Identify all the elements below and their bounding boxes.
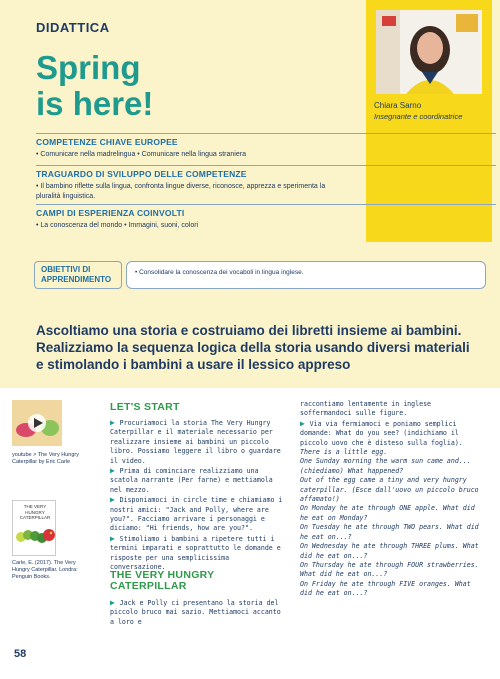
page-number: 58: [14, 648, 27, 660]
book-caption: Carle, E. (2017). The Very Hungry Caterpillar. Londra: Penguin Books.: [12, 560, 78, 580]
story-line: On Friday he ate through FIVE oranges. What did he eat on...?: [300, 579, 471, 598]
section-competenze: [36, 137, 342, 160]
story-line: On Wednesday he ate through THREE plums. What did he eat on...?: [300, 542, 479, 560]
divider: [36, 133, 496, 134]
video-caption: youtube > The Very Hungry Caterpillar by Eric Carle: [12, 452, 80, 465]
heading-caterpillar: [110, 570, 214, 592]
story-line: There is a little egg.: [300, 448, 388, 457]
paragraph-text: Jack e Polly ci presentano la storia del piccolo bruco mai sazio. Mettiamoci accanto a loro e: [110, 599, 281, 626]
heading-lets-start: LET'S START: [110, 401, 180, 413]
lead-paragraph: Ascoltiamo una storia e costruiamo dei libretti insieme ai bambini. Realizziamo la sequenza logica della storia usando diversi materiali e stimolando i bambini a usare il lessico appreso: [36, 323, 470, 372]
story-line: One Sunday morning the warm sun came and... (chiediamo) What happened?: [300, 457, 471, 475]
paragraph: [300, 419, 486, 448]
section-body: • Il bambino riflette sulla lingua, confronta lingue diverse, riconosce, apprezza e sperimenta la pluralità linguistica.: [36, 183, 326, 200]
video-thumbnail-image: [12, 400, 62, 446]
title-line-2: is here!: [36, 85, 154, 122]
paragraph-text: Disponiamoci in circle time e chiamiamo i nostri amici: "Jack and Polly, where are you?". Facciamo arrivare i personaggi e diciamo: "Hi friends, how are you?".: [110, 496, 283, 533]
book-cover: [12, 500, 56, 556]
divider: [36, 204, 496, 205]
section-campi: [36, 208, 342, 231]
paragraph: [110, 534, 288, 573]
objectives-label: OBIETTIVI DI APPRENDIMENTO: [34, 261, 122, 289]
section-body: • Comunicare nella madrelingua • Comunicare nella lingua straniera: [36, 151, 246, 158]
bullet-triangle-icon: ▶: [300, 418, 310, 428]
paragraph: [110, 598, 288, 627]
story-line: On Monday he ate through ONE apple. What did he eat on Monday?: [300, 504, 475, 522]
author-photo: [376, 10, 482, 94]
objectives-text: • Consolidare la conoscenza dei vocaboli in lingua inglese.: [126, 261, 486, 289]
heading-line: CATERPILLAR: [110, 580, 187, 592]
objectives-box: [30, 253, 490, 299]
title-line-1: Spring: [36, 49, 141, 86]
column-1-text: [110, 418, 288, 573]
bullet-triangle-icon: ▶: [110, 598, 120, 607]
divider: [36, 165, 496, 166]
column-2-text: [300, 400, 486, 599]
paragraph: [110, 466, 288, 495]
paragraph: [110, 495, 288, 534]
story-line: On Tuesday he ate through TWO pears. What did he eat on...?: [300, 523, 479, 541]
bullet-triangle-icon: ▶: [110, 418, 120, 427]
paragraph-text: Via via fermiamoci e poniamo semplici domande: What do you see? (indichiamo il piccolo uovo che è disteso sulla foglia).: [300, 419, 463, 447]
author-role: Insegnante e coordinatrice: [374, 112, 463, 121]
section-body: • La conoscenza del mondo • Immagini, suoni, colori: [36, 222, 199, 229]
page-title: [36, 50, 336, 122]
bullet-triangle-icon: ▶: [110, 466, 120, 476]
story-line: Out of the egg came a tiny and very hungry caterpillar. (Esce dall'uovo un piccolo bruco affamato!): [300, 476, 479, 504]
column-1-continued: [110, 598, 288, 627]
author-name: Chiara Sarno: [374, 101, 422, 110]
section-kicker: DIDATTICA: [36, 20, 110, 35]
paragraph-text: Procuriamoci la storia The Very Hungry Caterpillar e il materiale necessario per realizzare insieme ai bambini un piccolo libro. Possiamo leggere il libro o guardare il video.: [110, 419, 281, 465]
section-heading: TRAGUARDO DI SVILUPPO DELLE COMPETENZE: [36, 169, 247, 179]
story-line: On Thursday he ate through FOUR strawberries. What did he eat on...?: [300, 560, 479, 579]
bullet-triangle-icon: ▶: [110, 495, 120, 505]
bullet-triangle-icon: ▶: [110, 533, 120, 543]
book-cover-title: THE VERY HUNGRY CATERPILLAR: [19, 504, 51, 520]
section-heading: CAMPI DI ESPERIENZA COINVOLTI: [36, 208, 185, 218]
author-card: [366, 0, 492, 242]
heading-line: THE VERY HUNGRY: [110, 569, 215, 581]
paragraph: raccontiamo lentamente in inglese soffermandoci sulle figure.: [300, 400, 432, 418]
video-thumbnail[interactable]: [12, 400, 62, 446]
paragraph: [110, 418, 288, 466]
paragraph-text: Stimoliamo i bambini a ripetere tutti i termini imparati e soprattutto le domande e risposte per una semplicissima conversazione.: [110, 534, 281, 572]
section-heading: COMPETENZE CHIAVE EUROPEE: [36, 137, 178, 147]
author-portrait-image: [376, 10, 482, 94]
paragraph-text: Prima di cominciare realizziamo una scatola narrante (Per farne) e mettiamola nel mezzo.: [110, 467, 273, 494]
section-traguardo: [36, 169, 342, 202]
